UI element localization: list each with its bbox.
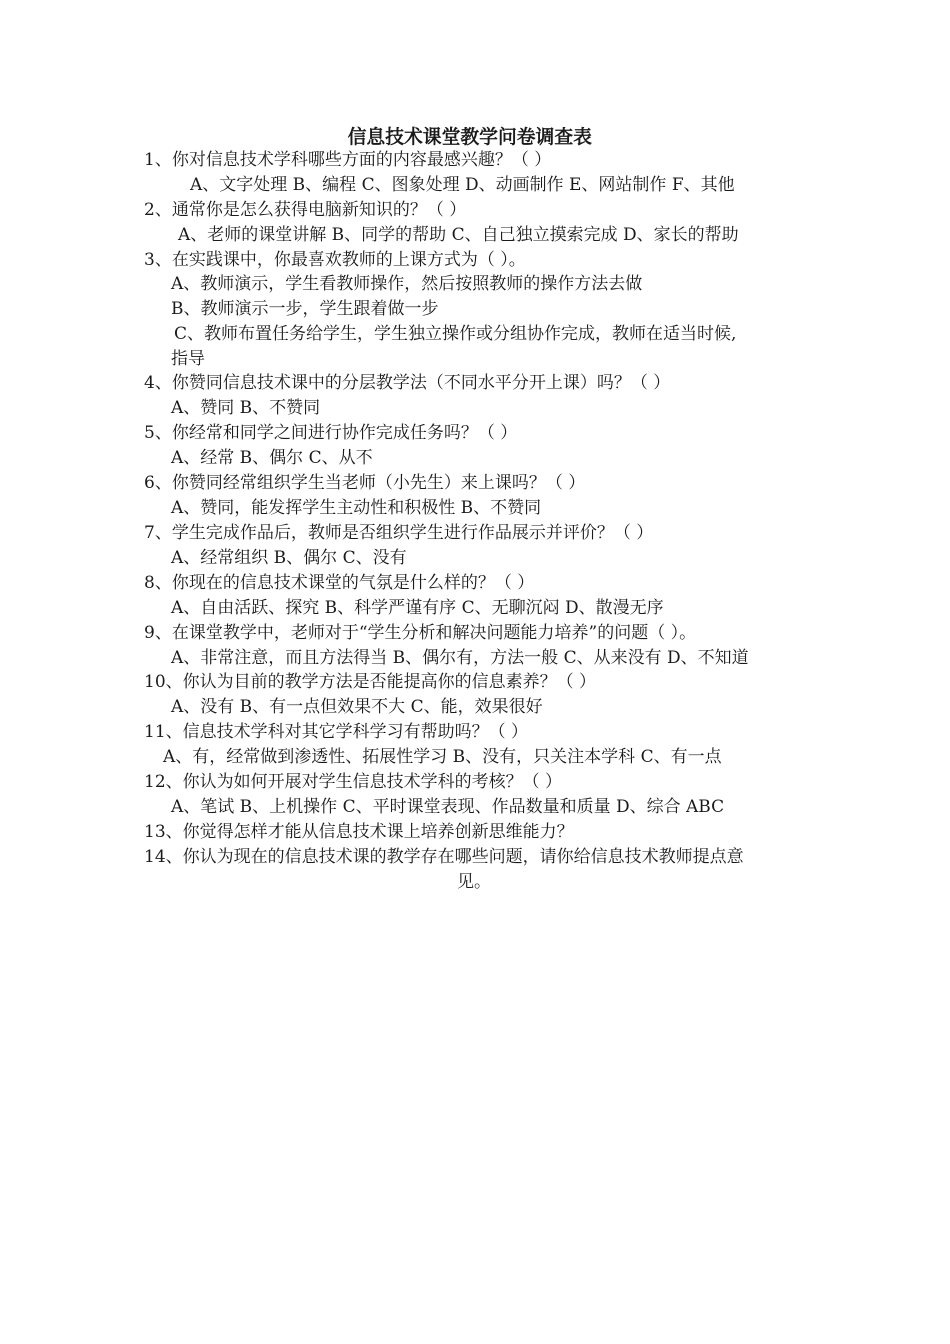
question-12-options: A、笔试 B、上机操作 C、平时课堂表现、作品数量和质量 D、综合 ABC <box>171 797 725 817</box>
question-2: 2、通常你是怎么获得电脑新知识的？（ ） <box>144 200 467 220</box>
question-4-options: A、赞同 B、不赞同 <box>171 398 321 418</box>
question-6: 6、你赞同经常组织学生当老师（小先生）来上课吗？（ ） <box>144 473 586 493</box>
question-3-option-b: B、教师演示一步，学生跟着做一步 <box>171 299 439 319</box>
question-7-options: A、经常组织 B、偶尔 C、没有 <box>171 548 407 568</box>
question-13: 13、你觉得怎样才能从信息技术课上培养创新思维能力？ <box>144 822 574 842</box>
question-1: 1、你对信息技术学科哪些方面的内容最感兴趣？（ ） <box>144 150 552 170</box>
question-7: 7、学生完成作品后，教师是否组织学生进行作品展示并评价？（ ） <box>144 523 654 543</box>
question-6-options: A、赞同，能发挥学生主动性和积极性 B、不赞同 <box>171 498 542 518</box>
question-9-options: A、非常注意，而且方法得当 B、偶尔有，方法一般 C、从来没有 D、不知道 <box>171 648 749 668</box>
page-title: 信息技术课堂教学问卷调查表 <box>347 126 592 148</box>
question-3-option-c-continued: 指导 <box>171 349 205 369</box>
question-1-options: A、文字处理 B、编程 C、图象处理 D、动画制作 E、网站制作 F、其他 <box>190 175 735 195</box>
question-4: 4、你赞同信息技术课中的分层教学法（不同水平分开上课）吗？（ ） <box>144 373 671 393</box>
question-10-options: A、没有 B、有一点但效果不大 C、能，效果很好 <box>171 697 543 717</box>
question-3: 3、在实践课中，你最喜欢教师的上课方式为（ ）。 <box>144 250 526 270</box>
question-2-options: A、老师的课堂讲解 B、同学的帮助 C、自己独立摸索完成 D、家长的帮助 <box>178 225 739 245</box>
question-9: 9、在课堂教学中，老师对于“学生分析和解决问题能力培养”的问题（ ）。 <box>144 623 697 643</box>
question-8: 8、你现在的信息技术课堂的气氛是什么样的？（ ） <box>144 573 535 593</box>
question-3-option-a: A、教师演示，学生看教师操作，然后按照教师的操作方法去做 <box>171 274 643 294</box>
question-10: 10、你认为目前的教学方法是否能提高你的信息素养？（ ） <box>144 672 597 692</box>
question-5-options: A、经常 B、偶尔 C、从不 <box>171 448 373 468</box>
question-12: 12、你认为如何开展对学生信息技术学科的考核？（ ） <box>144 772 563 792</box>
question-11: 11、信息技术学科对其它学科学习有帮助吗？（ ） <box>144 722 529 742</box>
question-5: 5、你经常和同学之间进行协作完成任务吗？（ ） <box>144 423 518 443</box>
question-3-option-c: C、教师布置任务给学生，学生独立操作或分组协作完成，教师在适当时候, <box>174 324 737 344</box>
question-11-options: A、有，经常做到渗透性、拓展性学习 B、没有，只关注本学科 C、有一点 <box>163 747 722 767</box>
question-8-options: A、自由活跃、探究 B、科学严谨有序 C、无聊沉闷 D、散漫无序 <box>171 598 664 618</box>
question-14-continued: 见。 <box>457 872 491 892</box>
question-14: 14、你认为现在的信息技术课的教学存在哪些问题，请你给信息技术教师提点意 <box>144 847 744 867</box>
